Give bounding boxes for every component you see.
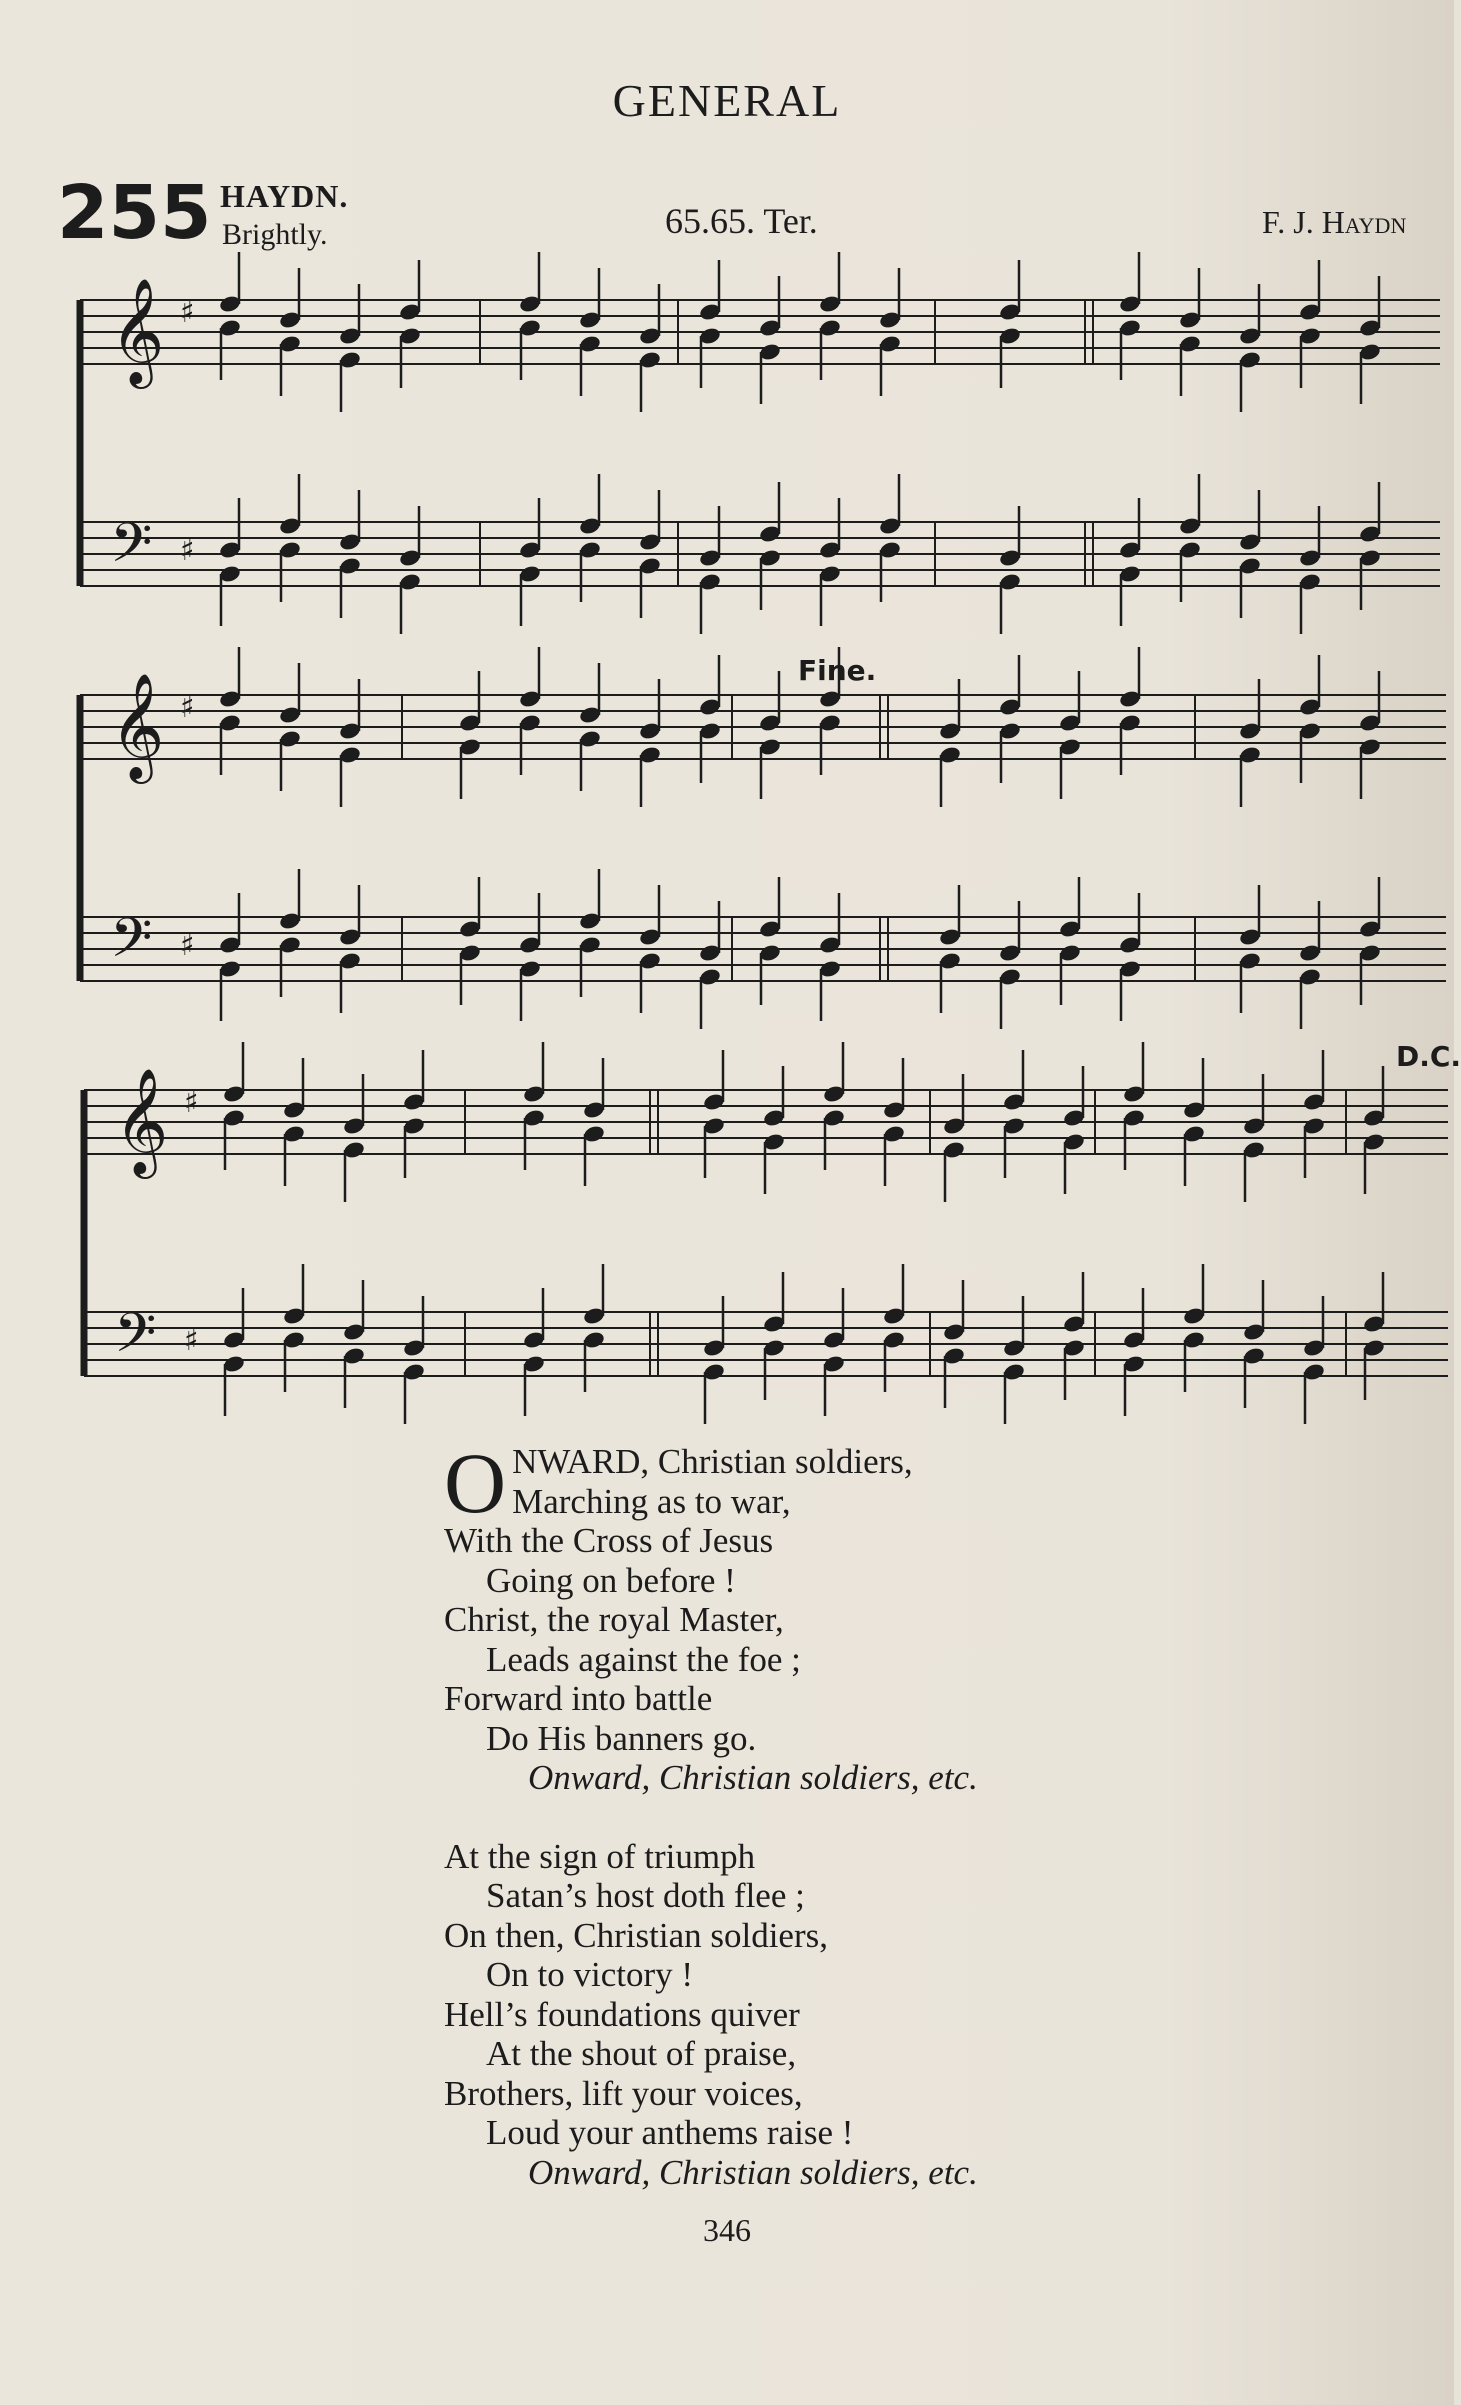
lyric-line: With the Cross of Jesus (444, 1521, 774, 1560)
lyric-line: Do His banners go. (486, 1718, 757, 1758)
lyric-line: Hell’s foundations quiver (444, 1994, 800, 2034)
lyric-line: Leads against the foe ; (486, 1639, 801, 1679)
composer: F. J. Haydn (1262, 204, 1407, 240)
bass-clef-icon: 𝄢 (114, 1301, 157, 1378)
bass-clef-icon: 𝄢 (110, 906, 153, 983)
sharp-icon: ♯ (180, 928, 195, 963)
tune-name: HAYDN. (220, 178, 349, 214)
dc-marking: D.C. (1396, 1040, 1461, 1073)
treble-clef-icon: 𝄞 (110, 277, 165, 384)
drop-cap: O (444, 1435, 507, 1531)
sharp-icon: ♯ (184, 1085, 199, 1120)
lyric-line: Satan’s host doth flee ; (486, 1876, 805, 1915)
treble-clef-icon: 𝄞 (110, 672, 165, 779)
sharp-icon: ♯ (184, 1323, 199, 1358)
lyric-line: Marching as to war, (512, 1481, 791, 1521)
page-number: 346 (703, 2212, 751, 2248)
stanza-1 (444, 1435, 1204, 1798)
lyric-line: At the sign of triumph (444, 1836, 756, 1876)
refrain-cue: Onward, Christian soldiers, etc. (528, 1758, 978, 1797)
lyric-line: NWARD, Christian soldiers, (512, 1442, 913, 1481)
lyric-line: At the shout of praise, (486, 2034, 797, 2073)
lyric-line: Loud your anthems raise ! (486, 2113, 854, 2152)
lyrics (444, 1435, 1204, 2231)
tempo-marking: Brightly. (222, 218, 328, 251)
lyric-line: Brothers, lift your voices, (444, 2073, 803, 2113)
sharp-icon: ♯ (180, 295, 195, 330)
meter: 65.65. Ter. (665, 201, 818, 241)
lyric-line: Going on before ! (486, 1560, 736, 1600)
running-head: GENERAL (612, 75, 842, 126)
lyric-line: Forward into battle (444, 1679, 713, 1718)
sharp-icon: ♯ (180, 533, 195, 568)
lyric-line: On to victory ! (486, 1955, 694, 1994)
sharp-icon: ♯ (180, 690, 195, 725)
treble-clef-icon: 𝄞 (114, 1067, 169, 1174)
lyric-line: On then, Christian soldiers, (444, 1915, 828, 1955)
bass-clef-icon: 𝄢 (110, 511, 153, 588)
lyric-line: Christ, the royal Master, (444, 1600, 784, 1639)
refrain-cue: Onward, Christian soldiers, etc. (528, 2152, 978, 2192)
stanza-2 (444, 1837, 1204, 2193)
fine-marking: Fine. (798, 654, 877, 687)
hymn-number: 255 (57, 170, 212, 256)
